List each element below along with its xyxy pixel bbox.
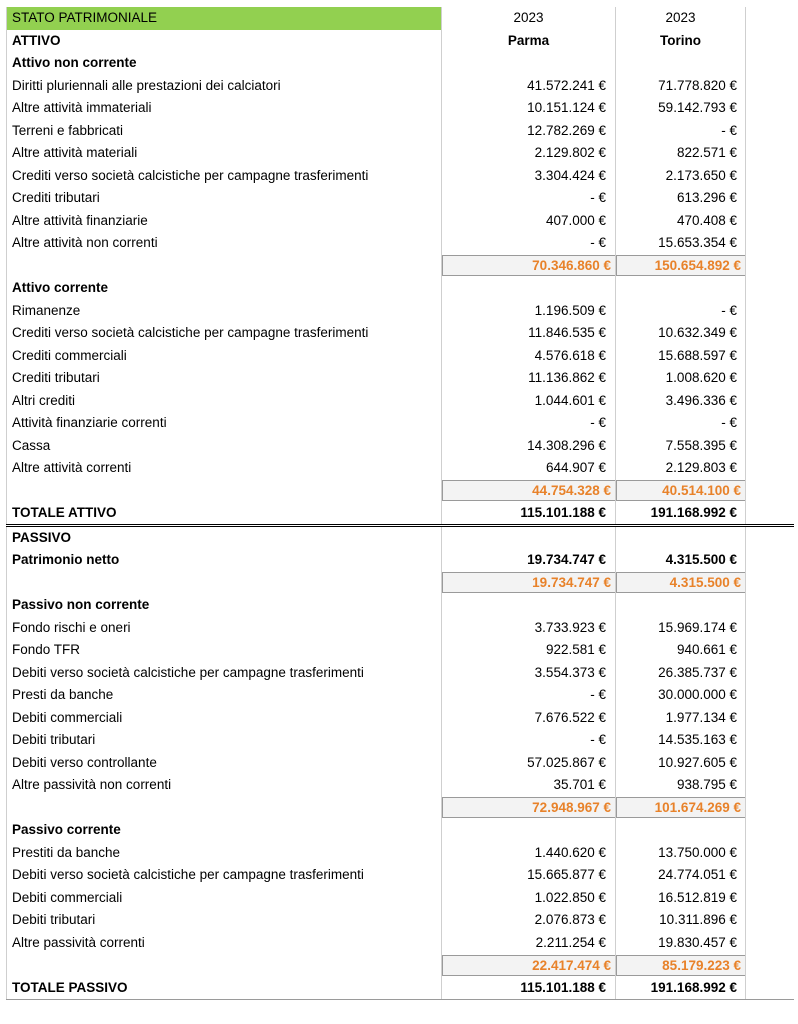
row-label[interactable]: Attività finanziarie correnti bbox=[7, 412, 442, 435]
row-label[interactable] bbox=[7, 954, 442, 977]
torino-value[interactable]: 59.142.793 € bbox=[616, 97, 746, 120]
torino-value[interactable]: 15.653.354 € bbox=[616, 232, 746, 255]
parma-value[interactable]: 19.734.747 € bbox=[442, 549, 616, 572]
empty-cell[interactable] bbox=[746, 30, 794, 53]
parma-value[interactable]: 11.846.535 € bbox=[442, 322, 616, 345]
parma-value[interactable]: 2.076.873 € bbox=[442, 909, 616, 932]
empty-cell[interactable] bbox=[746, 75, 794, 98]
subtotal-value: 22.417.474 € bbox=[442, 955, 616, 976]
team-parma[interactable]: Parma bbox=[442, 30, 616, 53]
parma-value[interactable]: 3.304.424 € bbox=[442, 165, 616, 188]
row-label[interactable]: Attivo non corrente bbox=[7, 52, 442, 75]
torino-value[interactable]: - € bbox=[616, 412, 746, 435]
parma-value[interactable]: 2.129.802 € bbox=[442, 142, 616, 165]
table-row bbox=[7, 842, 794, 865]
empty-cell[interactable] bbox=[746, 797, 794, 820]
row-label[interactable]: Debiti commerciali bbox=[7, 887, 442, 910]
torino-value[interactable]: 191.168.992 € bbox=[616, 502, 746, 526]
torino-value[interactable] bbox=[616, 819, 746, 842]
parma-value[interactable]: 11.136.862 € bbox=[442, 367, 616, 390]
table-row bbox=[7, 97, 794, 120]
year-torino[interactable]: 2023 bbox=[616, 7, 746, 30]
row-label[interactable] bbox=[7, 797, 442, 820]
section-attivo[interactable]: ATTIVO bbox=[7, 30, 442, 53]
parma-value[interactable]: 41.572.241 € bbox=[442, 75, 616, 98]
empty-cell[interactable] bbox=[746, 639, 794, 662]
empty-cell[interactable] bbox=[746, 707, 794, 730]
empty-cell[interactable] bbox=[746, 909, 794, 932]
torino-value[interactable]: 470.408 € bbox=[616, 210, 746, 233]
torino-value[interactable]: 15.969.174 € bbox=[616, 617, 746, 640]
table-row bbox=[7, 639, 794, 662]
parma-value[interactable]: 7.676.522 € bbox=[442, 707, 616, 730]
subtotal-value: 40.514.100 € bbox=[616, 480, 746, 501]
parma-value[interactable]: - € bbox=[442, 232, 616, 255]
torino-value[interactable]: 13.750.000 € bbox=[616, 842, 746, 865]
torino-value[interactable] bbox=[616, 594, 746, 617]
header-row bbox=[7, 30, 794, 53]
row-label[interactable]: Crediti tributari bbox=[7, 367, 442, 390]
table-row bbox=[7, 187, 794, 210]
empty-cell[interactable] bbox=[746, 7, 794, 30]
parma-value[interactable]: 35.701 € bbox=[442, 774, 616, 797]
torino-value[interactable]: - € bbox=[616, 300, 746, 323]
row-label[interactable]: Crediti verso società calcistiche per campagne trasferimenti bbox=[7, 165, 442, 188]
empty-cell[interactable] bbox=[746, 187, 794, 210]
torino-value[interactable]: 613.296 € bbox=[616, 187, 746, 210]
table-row bbox=[7, 277, 794, 300]
empty-cell[interactable] bbox=[746, 572, 794, 595]
empty-cell[interactable] bbox=[746, 210, 794, 233]
row-label[interactable]: Crediti verso società calcistiche per campagne trasferimenti bbox=[7, 322, 442, 345]
row-label[interactable]: Altre passività non correnti bbox=[7, 774, 442, 797]
parma-value[interactable] bbox=[442, 819, 616, 842]
parma-value[interactable]: 2.211.254 € bbox=[442, 932, 616, 955]
empty-cell[interactable] bbox=[746, 887, 794, 910]
row-label[interactable] bbox=[7, 480, 442, 503]
row-label[interactable]: Altre attività materiali bbox=[7, 142, 442, 165]
parma-value[interactable]: 14.308.296 € bbox=[442, 435, 616, 458]
parma-value[interactable]: 3.733.923 € bbox=[442, 617, 616, 640]
torino-value[interactable]: 938.795 € bbox=[616, 774, 746, 797]
row-label[interactable]: Altre attività immateriali bbox=[7, 97, 442, 120]
parma-subtotal[interactable] bbox=[442, 572, 616, 595]
row-label[interactable]: Fondo rischi e oneri bbox=[7, 617, 442, 640]
row-label[interactable]: Prestiti da banche bbox=[7, 842, 442, 865]
row-label[interactable]: TOTALE ATTIVO bbox=[7, 502, 442, 526]
torino-value[interactable]: 10.927.605 € bbox=[616, 752, 746, 775]
empty-cell[interactable] bbox=[746, 322, 794, 345]
row-label[interactable]: Altre attività non correnti bbox=[7, 232, 442, 255]
parma-value[interactable] bbox=[442, 52, 616, 75]
empty-cell[interactable] bbox=[746, 526, 794, 550]
table-row bbox=[7, 617, 794, 640]
subtotal-value: 70.346.860 € bbox=[442, 255, 616, 276]
empty-cell[interactable] bbox=[746, 120, 794, 143]
empty-cell[interactable] bbox=[746, 842, 794, 865]
empty-cell[interactable] bbox=[746, 617, 794, 640]
table-row bbox=[7, 864, 794, 887]
row-label[interactable]: Debiti verso società calcistiche per campagne trasferimenti bbox=[7, 662, 442, 685]
table-row bbox=[7, 435, 794, 458]
torino-subtotal[interactable] bbox=[616, 797, 746, 820]
table-row bbox=[7, 165, 794, 188]
parma-value[interactable]: 644.907 € bbox=[442, 457, 616, 480]
row-label[interactable]: Passivo non corrente bbox=[7, 594, 442, 617]
torino-value[interactable]: 822.571 € bbox=[616, 142, 746, 165]
torino-value[interactable]: 7.558.395 € bbox=[616, 435, 746, 458]
row-label[interactable]: PASSIVO bbox=[7, 526, 442, 550]
row-label[interactable]: Debiti tributari bbox=[7, 729, 442, 752]
torino-value[interactable] bbox=[616, 526, 746, 550]
parma-value[interactable]: 922.581 € bbox=[442, 639, 616, 662]
empty-cell[interactable] bbox=[746, 729, 794, 752]
torino-value[interactable]: 30.000.000 € bbox=[616, 684, 746, 707]
parma-value[interactable] bbox=[442, 526, 616, 550]
row-label[interactable]: Altre attività correnti bbox=[7, 457, 442, 480]
table-row bbox=[7, 457, 794, 480]
table-row bbox=[7, 819, 794, 842]
torino-value[interactable]: 3.496.336 € bbox=[616, 390, 746, 413]
table-row bbox=[7, 52, 794, 75]
empty-cell[interactable] bbox=[746, 502, 794, 526]
table-row bbox=[7, 932, 794, 955]
sheet-title[interactable]: STATO PATRIMONIALE bbox=[7, 7, 442, 30]
parma-subtotal[interactable] bbox=[442, 797, 616, 820]
team-torino[interactable]: Torino bbox=[616, 30, 746, 53]
table-row bbox=[7, 412, 794, 435]
torino-value[interactable] bbox=[616, 52, 746, 75]
empty-cell[interactable] bbox=[746, 819, 794, 842]
parma-value[interactable]: 115.101.188 € bbox=[442, 977, 616, 1000]
subtotal-value: 85.179.223 € bbox=[616, 955, 746, 976]
subtotal-value: 150.654.892 € bbox=[616, 255, 746, 276]
table-row bbox=[7, 75, 794, 98]
table-row bbox=[7, 255, 794, 278]
table-row bbox=[7, 480, 794, 503]
row-label[interactable]: Terreni e fabbricati bbox=[7, 120, 442, 143]
parma-value[interactable]: 15.665.877 € bbox=[442, 864, 616, 887]
row-label[interactable]: Altri crediti bbox=[7, 390, 442, 413]
torino-value[interactable]: 10.311.896 € bbox=[616, 909, 746, 932]
row-label[interactable]: Patrimonio netto bbox=[7, 549, 442, 572]
parma-value[interactable]: 1.022.850 € bbox=[442, 887, 616, 910]
parma-value[interactable]: 1.044.601 € bbox=[442, 390, 616, 413]
subtotal-value: 72.948.967 € bbox=[442, 797, 616, 818]
empty-cell[interactable] bbox=[746, 367, 794, 390]
row-label[interactable]: Diritti pluriennali alle prestazioni dei calciatori bbox=[7, 75, 442, 98]
empty-cell[interactable] bbox=[746, 864, 794, 887]
table-row bbox=[7, 774, 794, 797]
parma-value[interactable]: 1.440.620 € bbox=[442, 842, 616, 865]
empty-cell[interactable] bbox=[746, 774, 794, 797]
table-row bbox=[7, 549, 794, 572]
torino-value[interactable]: 26.385.737 € bbox=[616, 662, 746, 685]
table-row bbox=[7, 707, 794, 730]
empty-cell[interactable] bbox=[746, 412, 794, 435]
parma-value[interactable]: 57.025.867 € bbox=[442, 752, 616, 775]
torino-subtotal[interactable] bbox=[616, 255, 746, 278]
parma-value[interactable] bbox=[442, 594, 616, 617]
subtotal-value: 101.674.269 € bbox=[616, 797, 746, 818]
table-row bbox=[7, 954, 794, 977]
parma-subtotal[interactable] bbox=[442, 480, 616, 503]
empty-cell[interactable] bbox=[746, 932, 794, 955]
parma-value[interactable]: 407.000 € bbox=[442, 210, 616, 233]
table-row bbox=[7, 797, 794, 820]
torino-subtotal[interactable] bbox=[616, 572, 746, 595]
row-label[interactable] bbox=[7, 255, 442, 278]
torino-value[interactable]: 15.688.597 € bbox=[616, 345, 746, 368]
table-row bbox=[7, 662, 794, 685]
table-row bbox=[7, 232, 794, 255]
torino-value[interactable]: 1.008.620 € bbox=[616, 367, 746, 390]
empty-cell[interactable] bbox=[746, 97, 794, 120]
torino-value[interactable]: 71.778.820 € bbox=[616, 75, 746, 98]
empty-cell[interactable] bbox=[746, 662, 794, 685]
parma-value[interactable]: 115.101.188 € bbox=[442, 502, 616, 526]
parma-value[interactable]: 12.782.269 € bbox=[442, 120, 616, 143]
parma-value[interactable]: - € bbox=[442, 684, 616, 707]
row-label[interactable]: Altre passività correnti bbox=[7, 932, 442, 955]
table-row bbox=[7, 142, 794, 165]
empty-cell[interactable] bbox=[746, 165, 794, 188]
row-label[interactable]: Presti da banche bbox=[7, 684, 442, 707]
empty-cell[interactable] bbox=[746, 255, 794, 278]
torino-value[interactable] bbox=[616, 277, 746, 300]
row-label[interactable]: Rimanenze bbox=[7, 300, 442, 323]
torino-subtotal[interactable] bbox=[616, 480, 746, 503]
torino-value[interactable]: 191.168.992 € bbox=[616, 977, 746, 1000]
table-row bbox=[7, 300, 794, 323]
parma-value[interactable]: 1.196.509 € bbox=[442, 300, 616, 323]
table-row bbox=[7, 322, 794, 345]
empty-cell[interactable] bbox=[746, 435, 794, 458]
empty-cell[interactable] bbox=[746, 277, 794, 300]
torino-value[interactable]: 10.632.349 € bbox=[616, 322, 746, 345]
row-label[interactable]: Debiti verso controllante bbox=[7, 752, 442, 775]
empty-cell[interactable] bbox=[746, 390, 794, 413]
parma-subtotal[interactable] bbox=[442, 255, 616, 278]
row-label[interactable]: Altre attività finanziarie bbox=[7, 210, 442, 233]
parma-value[interactable]: - € bbox=[442, 187, 616, 210]
empty-cell[interactable] bbox=[746, 977, 794, 1000]
empty-cell[interactable] bbox=[746, 684, 794, 707]
parma-value[interactable]: 10.151.124 € bbox=[442, 97, 616, 120]
empty-cell[interactable] bbox=[746, 457, 794, 480]
row-label[interactable]: Fondo TFR bbox=[7, 639, 442, 662]
title-row bbox=[7, 7, 794, 30]
row-label[interactable] bbox=[7, 572, 442, 595]
torino-subtotal[interactable] bbox=[616, 954, 746, 977]
table-row bbox=[7, 594, 794, 617]
empty-cell[interactable] bbox=[746, 300, 794, 323]
empty-cell[interactable] bbox=[746, 594, 794, 617]
subtotal-value: 4.315.500 € bbox=[616, 572, 746, 593]
empty-cell[interactable] bbox=[746, 52, 794, 75]
torino-value[interactable]: 19.830.457 € bbox=[616, 932, 746, 955]
table-row bbox=[7, 120, 794, 143]
empty-cell[interactable] bbox=[746, 549, 794, 572]
row-label[interactable]: Crediti commerciali bbox=[7, 345, 442, 368]
row-label[interactable]: TOTALE PASSIVO bbox=[7, 977, 442, 1000]
torino-value[interactable]: 2.173.650 € bbox=[616, 165, 746, 188]
row-label[interactable]: Debiti tributari bbox=[7, 909, 442, 932]
row-label[interactable]: Debiti commerciali bbox=[7, 707, 442, 730]
empty-cell[interactable] bbox=[746, 752, 794, 775]
table-row bbox=[7, 390, 794, 413]
row-label[interactable]: Debiti verso società calcistiche per campagne trasferimenti bbox=[7, 864, 442, 887]
torino-value[interactable]: 4.315.500 € bbox=[616, 549, 746, 572]
empty-cell[interactable] bbox=[746, 480, 794, 503]
torino-value[interactable]: 940.661 € bbox=[616, 639, 746, 662]
empty-cell[interactable] bbox=[746, 142, 794, 165]
torino-value[interactable]: 2.129.803 € bbox=[616, 457, 746, 480]
parma-value[interactable]: 3.554.373 € bbox=[442, 662, 616, 685]
table-row bbox=[7, 345, 794, 368]
parma-value[interactable] bbox=[442, 277, 616, 300]
subtotal-value: 44.754.328 € bbox=[442, 480, 616, 501]
table-row bbox=[7, 752, 794, 775]
year-parma[interactable]: 2023 bbox=[442, 7, 616, 30]
row-label[interactable]: Attivo corrente bbox=[7, 277, 442, 300]
table-row bbox=[7, 367, 794, 390]
table-row bbox=[7, 210, 794, 233]
balance-sheet-table bbox=[6, 7, 794, 1000]
table-row bbox=[7, 684, 794, 707]
row-label[interactable]: Passivo corrente bbox=[7, 819, 442, 842]
torino-value[interactable]: 14.535.163 € bbox=[616, 729, 746, 752]
subtotal-value: 19.734.747 € bbox=[442, 572, 616, 593]
table-row bbox=[7, 887, 794, 910]
parma-value[interactable]: 4.576.618 € bbox=[442, 345, 616, 368]
parma-value[interactable]: - € bbox=[442, 729, 616, 752]
table-row bbox=[7, 572, 794, 595]
table-row bbox=[7, 977, 794, 1000]
torino-value[interactable]: 16.512.819 € bbox=[616, 887, 746, 910]
row-label[interactable]: Cassa bbox=[7, 435, 442, 458]
table-row bbox=[7, 502, 794, 526]
parma-value[interactable]: - € bbox=[442, 412, 616, 435]
empty-cell[interactable] bbox=[746, 345, 794, 368]
empty-cell[interactable] bbox=[746, 954, 794, 977]
parma-subtotal[interactable] bbox=[442, 954, 616, 977]
empty-cell[interactable] bbox=[746, 232, 794, 255]
table-row bbox=[7, 909, 794, 932]
table-row bbox=[7, 729, 794, 752]
table-row bbox=[7, 526, 794, 550]
torino-value[interactable]: 1.977.134 € bbox=[616, 707, 746, 730]
torino-value[interactable]: 24.774.051 € bbox=[616, 864, 746, 887]
row-label[interactable]: Crediti tributari bbox=[7, 187, 442, 210]
torino-value[interactable]: - € bbox=[616, 120, 746, 143]
